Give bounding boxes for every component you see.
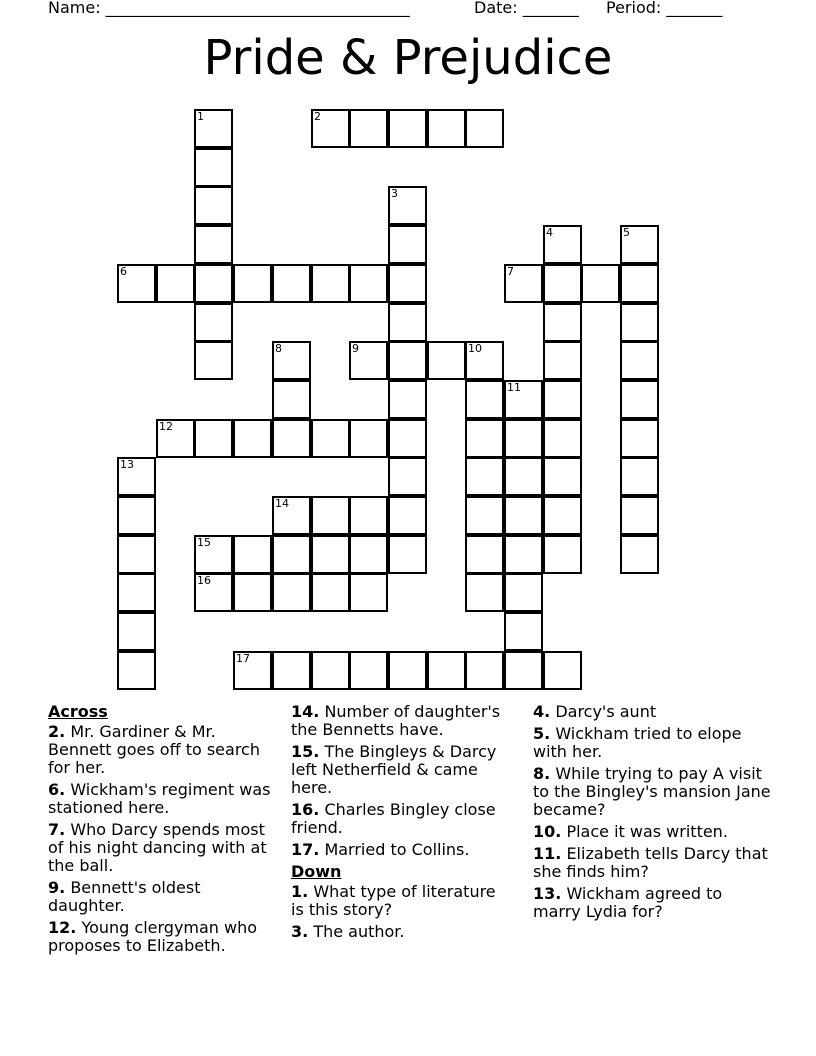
clue-number: 10 (468, 342, 482, 355)
grid-cell[interactable] (233, 573, 272, 612)
grid-cell[interactable] (388, 419, 427, 458)
grid-cell[interactable] (117, 573, 156, 612)
grid-cell[interactable] (388, 496, 427, 535)
grid-cell[interactable] (504, 496, 543, 535)
clue-across-12: 12. Young clergyman who proposes to Elizabeth. (48, 918, 258, 955)
across-heading: Across (48, 702, 108, 721)
grid-cell[interactable] (194, 148, 233, 187)
period-field-label[interactable]: Period: _______ (606, 0, 723, 17)
grid-cell[interactable] (272, 341, 311, 380)
grid-cell[interactable] (233, 535, 272, 574)
grid-cell[interactable] (620, 225, 659, 264)
clue-across-14: 14. Number of daughter's the Bennetts have. (291, 702, 501, 739)
grid-cell[interactable] (543, 651, 582, 690)
grid-cell[interactable] (388, 225, 427, 264)
grid-cell[interactable] (388, 535, 427, 574)
clue-down-5: 5. Wickham tried to elope with her. (533, 724, 742, 761)
grid-cell[interactable] (504, 651, 543, 690)
grid-cell[interactable] (194, 535, 233, 574)
grid-cell[interactable] (349, 651, 388, 690)
clues-column-1 (48, 703, 274, 959)
clue-down-11: 11. Elizabeth tells Darcy that she finds him? (533, 844, 768, 881)
clue-down-4: 4. Darcy's aunt (533, 702, 657, 721)
page-title: Pride & Prejudice (203, 30, 613, 86)
grid-cell[interactable] (272, 419, 311, 458)
grid-cell[interactable] (581, 264, 620, 303)
grid-cell[interactable] (427, 651, 466, 690)
grid-cell[interactable] (311, 535, 350, 574)
grid-cell[interactable] (349, 496, 388, 535)
grid-cell[interactable] (156, 419, 195, 458)
grid-cell[interactable] (194, 264, 233, 303)
grid-cell[interactable] (194, 419, 233, 458)
grid-cell[interactable] (465, 535, 504, 574)
grid-cell[interactable] (388, 380, 427, 419)
clue-across-6: 6. Wickham's regiment was stationed here. (48, 780, 271, 817)
clue-number: 12 (159, 420, 173, 433)
grid-cell[interactable] (504, 573, 543, 612)
grid-cell[interactable] (388, 264, 427, 303)
grid-cell[interactable] (233, 651, 272, 690)
grid-cell[interactable] (311, 651, 350, 690)
grid-cell[interactable] (388, 651, 427, 690)
clue-number: 6 (120, 265, 127, 278)
clue-across-9: 9. Bennett's oldest daughter. (48, 878, 201, 915)
grid-cell[interactable] (543, 496, 582, 535)
grid-cell[interactable] (349, 535, 388, 574)
grid-cell[interactable] (620, 380, 659, 419)
grid-cell[interactable] (504, 612, 543, 651)
grid-cell[interactable] (504, 264, 543, 303)
grid-cell[interactable] (504, 380, 543, 419)
grid-cell[interactable] (504, 419, 543, 458)
grid-cell[interactable] (388, 303, 427, 342)
grid-cell[interactable] (465, 573, 504, 612)
clues-column-3 (533, 703, 773, 925)
clue-number: 8 (275, 342, 282, 355)
clue-number: 14 (275, 497, 289, 510)
grid-cell[interactable] (311, 109, 350, 148)
grid-cell[interactable] (543, 380, 582, 419)
grid-cell[interactable] (349, 264, 388, 303)
grid-cell[interactable] (543, 535, 582, 574)
grid-cell[interactable] (620, 264, 659, 303)
clue-number: 9 (352, 342, 359, 355)
clue-number: 17 (236, 652, 250, 665)
grid-cell[interactable] (620, 341, 659, 380)
clue-number: 7 (507, 265, 514, 278)
grid-cell[interactable] (465, 109, 504, 148)
grid-cell[interactable] (117, 535, 156, 574)
grid-cell[interactable] (194, 303, 233, 342)
grid-cell[interactable] (465, 419, 504, 458)
clue-number: 4 (546, 226, 553, 239)
grid-cell[interactable] (311, 573, 350, 612)
grid-cell[interactable] (272, 380, 311, 419)
grid-cell[interactable] (620, 303, 659, 342)
clue-number: 15 (197, 536, 211, 549)
grid-cell[interactable] (272, 651, 311, 690)
grid-cell[interactable] (194, 341, 233, 380)
grid-cell[interactable] (543, 419, 582, 458)
clue-number: 16 (197, 574, 211, 587)
grid-cell[interactable] (465, 651, 504, 690)
grid-cell[interactable] (620, 496, 659, 535)
grid-cell[interactable] (543, 303, 582, 342)
grid-cell[interactable] (311, 419, 350, 458)
grid-cell[interactable] (272, 535, 311, 574)
grid-cell[interactable] (465, 496, 504, 535)
clue-across-15: 15. The Bingleys & Darcy left Netherfield & came here. (291, 742, 497, 797)
grid-cell[interactable] (504, 457, 543, 496)
clue-number: 3 (391, 187, 398, 200)
grid-cell[interactable] (156, 264, 195, 303)
grid-cell[interactable] (194, 186, 233, 225)
grid-cell[interactable] (117, 457, 156, 496)
grid-cell[interactable] (465, 457, 504, 496)
clue-number: 11 (507, 381, 521, 394)
grid-cell[interactable] (349, 341, 388, 380)
clue-down-8: 8. While trying to pay A visit to the Bingley's mansion Jane became? (533, 764, 771, 819)
clue-across-17: 17. Married to Collins. (291, 840, 470, 859)
grid-cell[interactable] (388, 109, 427, 148)
clue-number: 5 (623, 226, 630, 239)
date-field-label[interactable]: Date: _______ (474, 0, 579, 17)
grid-cell[interactable] (427, 109, 466, 148)
clue-number: 13 (120, 458, 134, 471)
grid-cell[interactable] (388, 457, 427, 496)
clue-down-1: 1. What type of literature is this story? (291, 882, 496, 919)
clue-number: 2 (314, 110, 321, 123)
grid-cell[interactable] (117, 496, 156, 535)
grid-cell[interactable] (233, 264, 272, 303)
clue-down-3: 3. The author. (291, 922, 405, 941)
grid-cell[interactable] (117, 264, 156, 303)
grid-cell[interactable] (543, 264, 582, 303)
grid-cell[interactable] (543, 225, 582, 264)
name-field-label[interactable]: Name: ______________________________________ (48, 0, 410, 17)
clue-down-13: 13. Wickham agreed to marry Lydia for? (533, 884, 723, 921)
grid-cell[interactable] (543, 457, 582, 496)
grid-cell[interactable] (388, 341, 427, 380)
grid-cell[interactable] (311, 264, 350, 303)
grid-cell[interactable] (349, 573, 388, 612)
grid-cell[interactable] (349, 109, 388, 148)
grid-cell[interactable] (311, 496, 350, 535)
grid-cell[interactable] (233, 419, 272, 458)
clue-across-16: 16. Charles Bingley close friend. (291, 800, 496, 837)
grid-cell[interactable] (427, 341, 466, 380)
grid-cell[interactable] (272, 264, 311, 303)
clue-down-10: 10. Place it was written. (533, 822, 728, 841)
clue-across-7: 7. Who Darcy spends most of his night dancing with at the ball. (48, 820, 267, 875)
clue-across-2: 2. Mr. Gardiner & Mr. Bennett goes off to search for her. (48, 722, 260, 777)
grid-cell[interactable] (620, 535, 659, 574)
grid-cell[interactable] (543, 341, 582, 380)
grid-cell[interactable] (349, 419, 388, 458)
grid-cell[interactable] (272, 496, 311, 535)
grid-cell[interactable] (504, 535, 543, 574)
grid-cell[interactable] (194, 573, 233, 612)
grid-cell[interactable] (194, 109, 233, 148)
clue-number: 1 (197, 110, 204, 123)
grid-cell[interactable] (117, 612, 156, 651)
grid-cell[interactable] (117, 651, 156, 690)
grid-cell[interactable] (465, 380, 504, 419)
clues-column-2 (291, 703, 511, 945)
grid-cell[interactable] (272, 573, 311, 612)
grid-cell[interactable] (620, 457, 659, 496)
grid-cell[interactable] (465, 341, 504, 380)
grid-cell[interactable] (194, 225, 233, 264)
grid-cell[interactable] (388, 186, 427, 225)
down-heading: Down (291, 862, 342, 881)
grid-cell[interactable] (620, 419, 659, 458)
